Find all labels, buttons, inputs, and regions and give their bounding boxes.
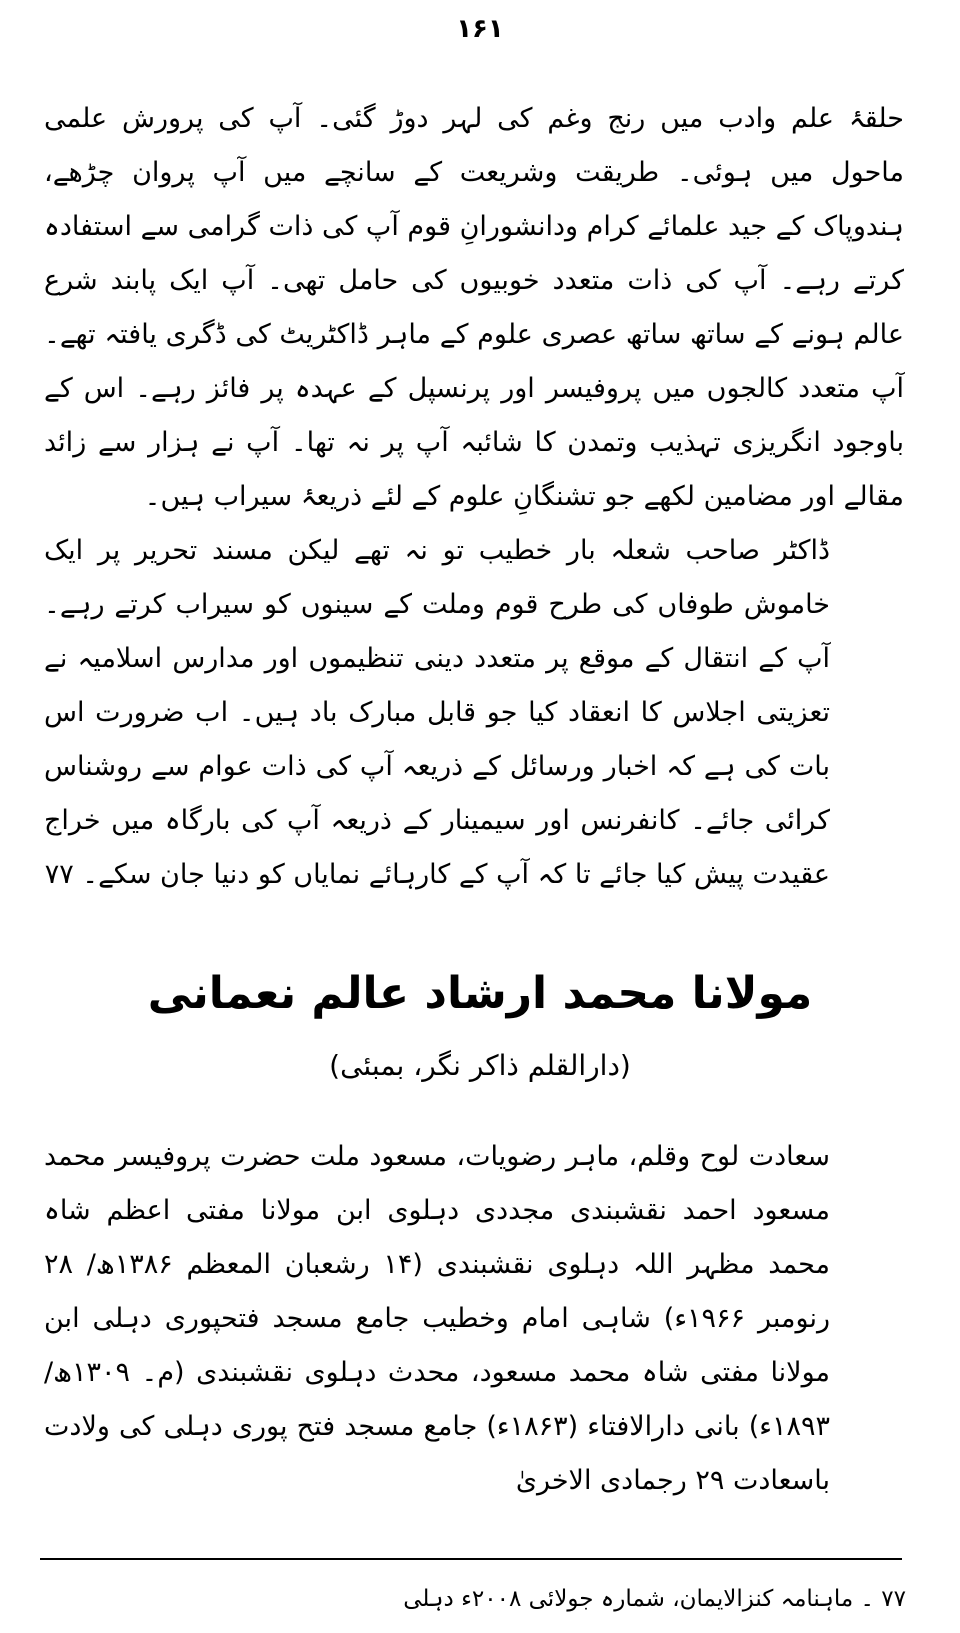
author-affiliation: (دارالقلم ذاکر نگر، بمبئی) [329,1049,631,1082]
body-paragraph: ڈاکٹر صاحب شعلہ بار خطیب تو نہ تھے لیکن مسند تحریر پر ایک خاموش طوفاں کی طرح قوم وملت کے سینوں کو سیراب کرتے رہے۔ آپ کے انتقال کے موقع پر متعدد دینی تنظیموں اور مدارس اسلامیہ نے تعزیتی اجلاس کا انعقاد کیا جو قابل مبارک باد ہیں۔ اب ضرورت اس بات کی ہے کہ اخبار ورسائل کے ذریعہ آپ کی ذات عوام سے روشناس کرائی جائے۔ کانفرنس اور سیمینار کے ذریعہ آپ کی بارگاہ میں خراج عقیدت پیش کیا جائے تا کہ آپ کے کارہائے نمایاں کو دنیا جان سکے۔ ۷۷ [44,535,830,890]
page-number: ۱۶۱ [456,14,504,44]
body-paragraph: سعادت لوح وقلم، ماہر رضویات، مسعود ملت حضرت پروفیسر محمد مسعود احمد نقشبندی مجددی دہلوی ابن مولانا مفتی اعظم شاہ محمد مظہر اللہ دہلوی نقشبندی (۱۴ رشعبان المعظم ۱۳۸۶ھ/ ۲۸ رنومبر ۱۹۶۶ء) شاہی امام وخطیب جامع مسجد فتحپوری دہلی ابن مولانا مفتی شاہ محمد مسعود، محدث دہلوی نقشبندی (م۔ ۱۳۰۹ھ/ ۱۸۹۳ء) بانی دارالافتاء (۱۸۶۳ء) جامع مسجد فتح پوری دہلی کی ولادت باسعادت ۲۹ رجمادی الاخریٰ [44,1141,830,1496]
article-continuation [44,92,904,956]
author-heading: مولانا محمد ارشاد عالم نعمانی [147,968,813,1019]
footer-divider [40,1558,902,1560]
body-paragraph: حلقۂ علم وادب میں رنج وغم کی لہر دوڑ گئی۔ آپ کی پرورش علمی ماحول میں ہوئی۔ طریقت وشریعت کے سانچے میں آپ پروان چڑھے، ہندوپاک کے جید علمائے کرام ودانشورانِ قوم آپ کی ذات گرامی سے استفادہ کرتے رہے۔ آپ کی ذات متعدد خوبیوں کی حامل تھی۔ آپ ایک پابند شرع عالم ہونے کے ساتھ ساتھ عصری علوم کے ماہر ڈاکٹریٹ کی ڈگری یافتہ تھے۔ آپ متعدد کالجوں میں پروفیسر اور پرنسپل کے عہدہ پر فائز رہے۔ اس کے باوجود انگریزی تہذیب وتمدن کا شائبہ آپ پر نہ تھا۔ آپ نے ہزار سے زائد مقالے اور مضامین لکھے جو تشنگانِ علوم کے لئے ذریعۂ سیراب ہیں۔ [44,103,904,512]
footer-citation: ۷۷ ۔ ماہنامہ کنزالایمان، شمارہ جولائی ۲۰۰۸ء دہلی [403,1586,906,1612]
tribute-body [44,1130,904,1510]
